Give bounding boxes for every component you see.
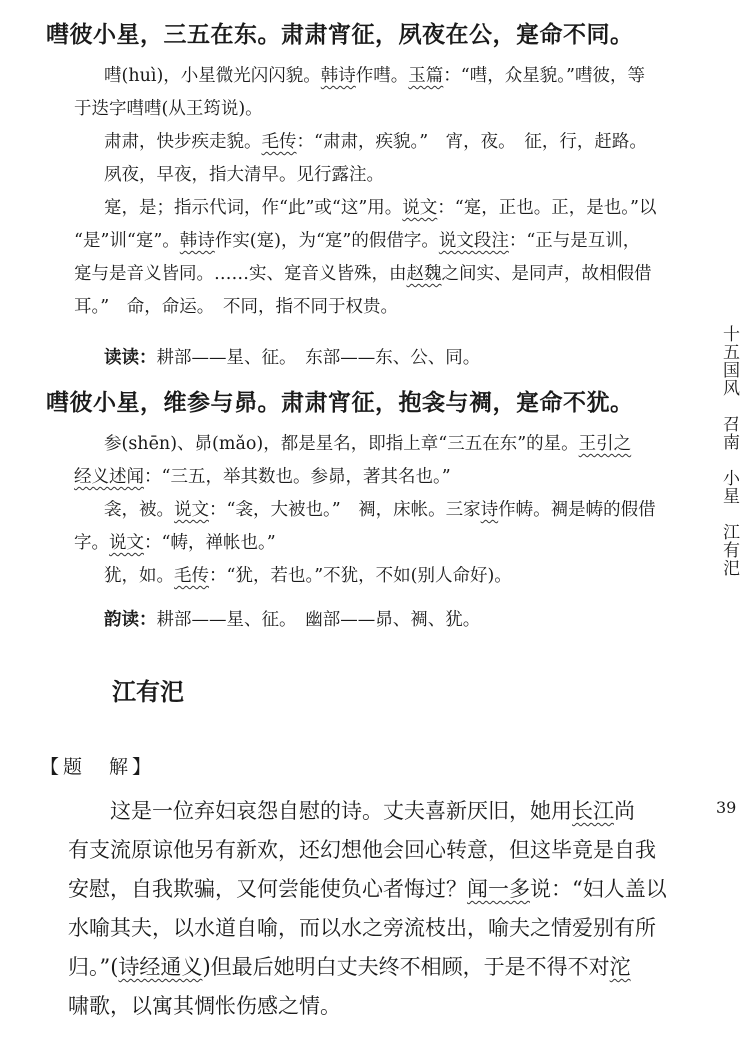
running-header-vertical: 十五国风 召南 小星 江有汜 [719,325,739,577]
notes1-line: “是”训“寔”。韩诗作实(寔)，为“寔”的假借字。说文段注：“正与是互训， [74,231,641,251]
notes1-line: 寔与是音义皆同。……实、寔音义皆殊，由赵魏之间实、是同声，故相假借 [74,264,652,284]
proper-name: 诗 [480,500,499,520]
proper-name: 赵魏 [406,264,442,284]
proper-name: 说文 [109,533,144,553]
notes1-line: 寔，是；指示代词，作“此”或“这”用。说文：“寔，正也。正，是也。”以 [104,198,657,218]
rhyme-text-2: 耕部——星、征。 幽部——昴、裯、犹。 [156,610,481,630]
notes1-line: 于迭字嘒嘒(从王筠说)。 [74,99,263,119]
intro-line: 这是一位弃妇哀怨自慰的诗。丈夫喜新厌旧，她用长江尚 [110,799,635,823]
intro-line: 归。”(诗经通义)但最后她明白丈夫终不相顾，于是不得不对沱 [68,955,631,979]
notes-block-1 [74,60,694,324]
notes1-line: 肃肃，快步疾走貌。毛传：“肃肃，疾貌。” 宵，夜。 征，行，赶路。 [104,132,647,152]
page-number: 39 [716,798,737,817]
proper-name: 经义述闻 [74,467,144,487]
notes-block-2 [74,428,694,593]
intro-paragraph [68,792,688,1026]
poem-title: 江有汜 [112,678,184,706]
notes1-line: 嘒(huì)，小星微光闪闪貌。韩诗作嘒。玉篇：“嘒，众星貌。”嘒彼，等 [104,66,645,86]
proper-name: 沱 [609,955,631,979]
proper-name: 毛传 [174,566,209,586]
notes2-line: 衾，被。说文：“衾，大被也。” 裯，床帐。三家诗作帱。裯是帱的假借 [104,500,656,520]
rhyme-text-1: 耕部——星、征。 东部——东、公、同。 [156,348,481,368]
proper-name: 玉篇 [408,66,444,86]
rhyme-reading-1 [104,342,724,375]
verse-line-1: 嘒彼小星，三五在东。肃肃宵征，夙夜在公，寔命不同。 [46,22,634,48]
proper-name: 王引之 [578,434,632,454]
proper-name: 毛传 [261,132,297,152]
section-label-tijie: 【题 解】 [40,756,156,778]
proper-name: 诗经通义 [118,955,203,979]
notes1-line: 夙夜，早夜，指大清早。见行露注。 [104,165,384,185]
proper-name: 韩诗 [179,231,215,251]
notes2-line: 经义述闻：“三五，举其数也。参昴，著其名也。” [74,467,451,487]
notes2-line: 犹，如。毛传：“犹，若也。”不犹，不如(别人命好)。 [104,566,512,586]
proper-name: 说文 [174,500,209,520]
proper-name: 说文 [402,198,438,218]
rhyme-reading-2 [104,604,724,637]
proper-name: 说文段注 [438,231,509,251]
intro-line: 啸歌，以寓其惆怅伤感之情。 [68,994,341,1018]
verse-line-2: 嘒彼小星，维参与昴。肃肃宵征，抱衾与裯，寔命不犹。 [46,390,634,416]
rhyme-label-1: 读读： [104,348,157,368]
intro-line: 有支流原谅他另有新欢，还幻想他会回心转意，但这毕竟是自我 [68,838,656,862]
rhyme-label-2: 韵读： [104,610,157,630]
intro-line: 安慰，自我欺骗，又何尝能使负心者悔过？闻一多说：“妇人盖以 [68,877,667,901]
proper-name: 长江 [572,799,614,823]
notes1-line: 耳。” 命，命运。 不同，指不同于权贵。 [74,297,398,317]
proper-name: 韩诗 [320,66,356,86]
intro-line: 水喻其夫，以水道自喻，而以水之旁流枝出，喻夫之情爱别有所 [68,916,656,940]
notes2-line: 参(shēn)、昴(mǎo)，都是星名，即指上章“三五在东”的星。王引之 [104,434,632,454]
notes2-line: 字。说文：“帱，禅帐也。” [74,533,276,553]
proper-name: 闻一多 [467,877,530,901]
